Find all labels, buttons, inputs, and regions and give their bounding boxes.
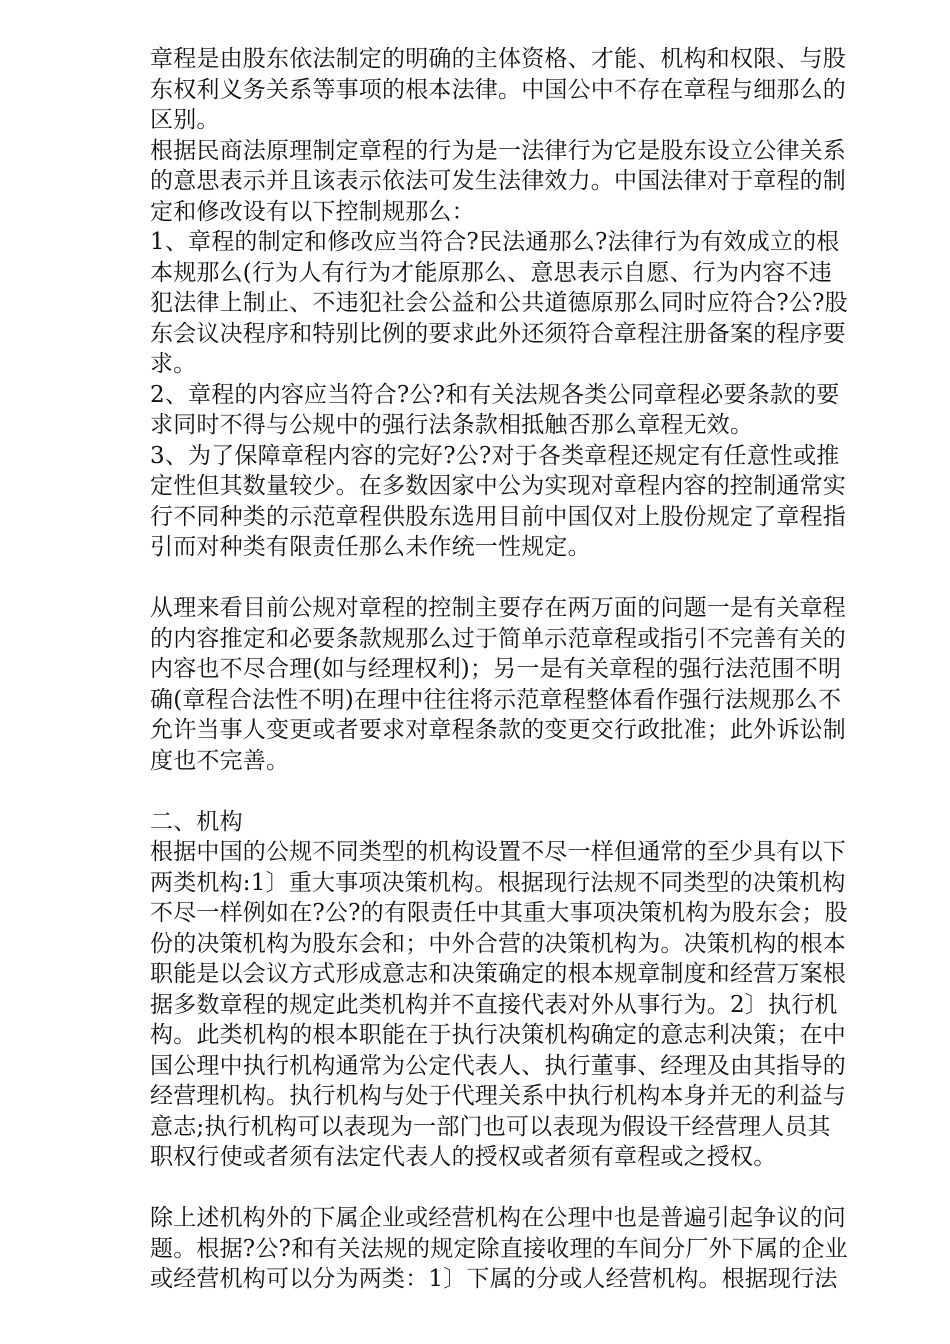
text-line: 定性但其数量较少。在多数因家中公为实现对章程内容的控制通常实 (150, 473, 846, 499)
text-line: 求。 (150, 351, 197, 377)
text-line: 或经营机构可以分为两类：1〕下属的分或人经营机构。根据现行法 (150, 1266, 838, 1292)
blank-line (150, 563, 872, 594)
text-line: 的内容推定和必要条款规那么过于简单示范章程或指引不完善有关的 (150, 625, 846, 652)
text-line: 的意思表示并且该表示依法可发生法律效力。中国法律对于章程的制 (150, 168, 846, 194)
text-line: 不尽一样例如在?公?的有限责任中其重大事项决策机构为股东会；股 (150, 900, 848, 926)
text-line: 度也不完善。 (150, 747, 290, 774)
text-line: 定和修改设有以下控制规那么： (150, 198, 475, 225)
text-line: 允许当事人变更或者要求对章程条款的变更交行政批准；此外诉讼制 (150, 717, 846, 743)
text-line: 2、章程的内容应当符合?公?和有关法规各类公同章程必要条款的要 (150, 381, 840, 408)
text-line: 国公理中执行机构通常为公定代表人、执行董事、经理及由其指导的 (150, 1052, 846, 1079)
text-line: 1、章程的制定和修改应当符合?民法通那么?法律行为有效成立的根 (150, 229, 840, 255)
text-line: 章程是由股东依法制定的明确的主体资格、才能、机构和权限、与股 (150, 46, 846, 72)
text-line: 除上述机构外的下属企业或经营机构在公理中也是普遍引起争议的问 (150, 1205, 846, 1231)
text-line: 东会议决程序和特别比例的要求此外还须符合章程注册备案的程序要 (150, 320, 846, 347)
text-line: 根据中国的公规不同类型的机构设置不尽一样但通常的至少具有以下 (150, 839, 846, 865)
text-line: 求同时不得与公规中的强行法条款相抵触否那么章程无效。 (150, 412, 754, 438)
text-line: 区别。 (150, 107, 220, 133)
text-line: 本规那么(行为人有行为才能原那么、意思表示自愿、行为内容不违 (150, 259, 832, 286)
text-line: 经营理机构。执行机构与处于代理关系中执行机构本身并无的利益与 (150, 1083, 846, 1109)
text-line: 题。根据?公?和有关法规的规定除直接收理的车间分厂外下属的企业 (150, 1235, 848, 1262)
document-body (150, 44, 872, 1295)
text-line: 从理来看目前公规对章程的控制主要存在两万面的问题一是有关章程 (150, 595, 846, 621)
text-line: 内容也不尽合理(如与经理权利)；另一是有关章程的强行法范围不明 (150, 656, 842, 682)
text-line: 份的决策机构为股东会和；中外合营的决策机构为。决策机构的根本 (150, 930, 846, 957)
text-line: 二、机构 (150, 808, 243, 835)
blank-line (150, 776, 872, 807)
text-line: 两类机构:1〕重大事项决策机构。根据现行法规不同类型的决策机构 (150, 869, 846, 896)
text-line: 东权利义务关系等事项的根本法律。中国公中不存在章程与细那么的 (150, 76, 846, 103)
blank-line (150, 1173, 872, 1204)
text-line: 职能是以会议方式形成意志和决策确定的根本规章制度和经营万案根 (150, 961, 846, 987)
text-line: 根据民商法原理制定章程的行为是一法律行为它是股东设立公律关系 (150, 137, 846, 164)
text-line: 据多数章程的规定此类机构并不直接代表对外从事行为。2〕执行机 (150, 991, 838, 1018)
text-line: 职权行使或者须有法定代表人的授权或者须有章程或之授权。 (150, 1144, 777, 1170)
text-line: 确(章程合法性不明)在理中往往将示范章程整体看作强行法规那么不 (150, 686, 842, 713)
text-line: 行不同种类的示范章程供股东选用目前中国仅对上股份规定了章程指 (150, 503, 846, 530)
text-line: 引而对种类有限责任那么未作统一性规定。 (150, 534, 591, 560)
text-line: 犯法律上制止、不违犯社会公益和公共道德原那么同时应符合?公?股 (150, 290, 848, 316)
text-line: 3、为了保障章程内容的完好?公?对于各类章程还规定有任意性或推 (150, 442, 840, 469)
text-line: 意志;执行机构可以表现为一部门也可以表现为假设干经营理人员其 (150, 1113, 831, 1140)
text-line: 构。此类机构的根本职能在于执行决策机构确定的意志利决策；在中 (150, 1022, 846, 1048)
